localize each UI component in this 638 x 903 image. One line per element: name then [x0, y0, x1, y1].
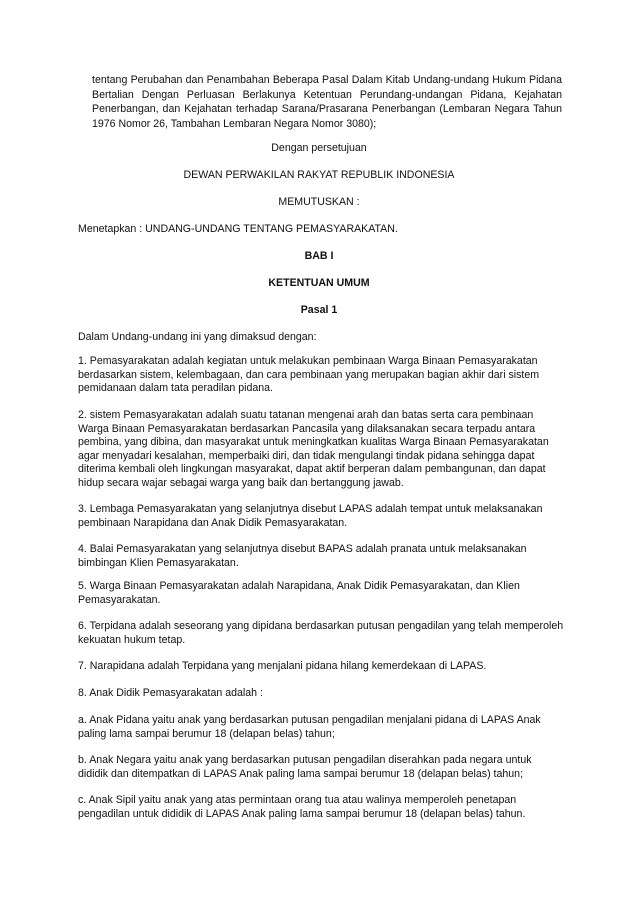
definition-subitem: a. Anak Pidana yaitu anak yang berdasarkan putusan pengadilan menjalani pidana di LAPAS Anak paling lama sampai berumur 18 (delapan belas) tahun; [78, 714, 541, 740]
definition-item: 7. Narapidana adalah Terpidana yang menjalani pidana hilang kemerdekaan di LAPAS. [78, 660, 487, 672]
article-heading: Pasal 1 [300, 304, 338, 316]
definition-subitem: b. Anak Negara yaitu anak yang berdasarkan putusan pengadilan diserahkan pada negara untuk dididik dan ditempatkan di LAPAS Anak paling lama sampai berumur 18 (delapan belas) tahun; [78, 754, 532, 780]
chapter-title: KETENTUAN UMUM [268, 277, 370, 289]
intro-paragraph: tentang Perubahan dan Penambahan Beberapa Pasal Dalam Kitab Undang-undang Hukum Pidana Bertalian Dengan Perluasan Berlakunya Ketentuan Perundang-undangan Pidana, Kejahatan Penerbangan, dan Kejahatan terhadap Sarana/Prasarana Penerbangan (Lembaran Negara Tahun 1976 Nomor 26, Tambahan Lembaran Negara Nomor 3080); [92, 74, 562, 130]
chapter-number: BAB I [304, 250, 334, 262]
enactment-line: Menetapkan : UNDANG-UNDANG TENTANG PEMASYARAKATAN. [78, 223, 398, 235]
definition-item: 5. Warga Binaan Pemasyarakatan adalah Narapidana, Anak Didik Pemasyarakatan, dan Klien Pemasyarakatan. [78, 580, 520, 606]
definition-item: 2. sistem Pemasyarakatan adalah suatu tatanan mengenai arah dan batas serta cara pembinaan Warga Binaan Pemasyarakatan berdasarkan Pancasila yang dilaksanakan secara terpadu antara pembina, yang dibina, dan masyarakat untuk meningkatkan kualitas Warga Binaan Pemasyarakatan agar menyadari kesalahan, memperbaiki diri, dan tidak mengulangi tindak pidana sehingga dapat diterima kembali oleh lingkungan masyarakat, dapat aktif berperan dalam pembangunan, dan dapat hidup secara wajar sebagai warga yang baik dan bertanggung jawab. [78, 409, 549, 489]
dpr-heading: DEWAN PERWAKILAN RAKYAT REPUBLIK INDONESIA [183, 169, 455, 181]
definition-item: 8. Anak Didik Pemasyarakatan adalah : [78, 687, 263, 699]
approval-line: Dengan persetujuan [271, 142, 367, 154]
definition-item: 4. Balai Pemasyarakatan yang selanjutnya disebut BAPAS adalah pranata untuk melaksanakan bimbingan Klien Pemasyarakatan. [78, 543, 527, 569]
definitions-intro: Dalam Undang-undang ini yang dimaksud dengan: [78, 331, 317, 343]
decision-heading: MEMUTUSKAN : [278, 196, 360, 208]
definition-item: 6. Terpidana adalah seseorang yang dipidana berdasarkan putusan pengadilan yang telah memperoleh kekuatan hukum tetap. [78, 620, 564, 646]
definition-item: 1. Pemasyarakatan adalah kegiatan untuk melakukan pembinaan Warga Binaan Pemasyarakatan berdasarkan sistem, kelembagaan, dan cara pembinaan yang merupakan bagian akhir dari sistem pemidanaan dalam tata peradilan pidana. [78, 355, 540, 395]
definition-subitem: c. Anak Sipil yaitu anak yang atas permintaan orang tua atau walinya memperoleh penetapan pengadilan untuk dididik di LAPAS Anak paling lama sampai berumur 18 (delapan belas) tahun. [78, 794, 526, 820]
definition-item: 3. Lembaga Pemasyarakatan yang selanjutnya disebut LAPAS adalah tempat untuk melaksanakan pembinaan Narapidana dan Anak Didik Pemasyarakatan. [78, 503, 543, 529]
